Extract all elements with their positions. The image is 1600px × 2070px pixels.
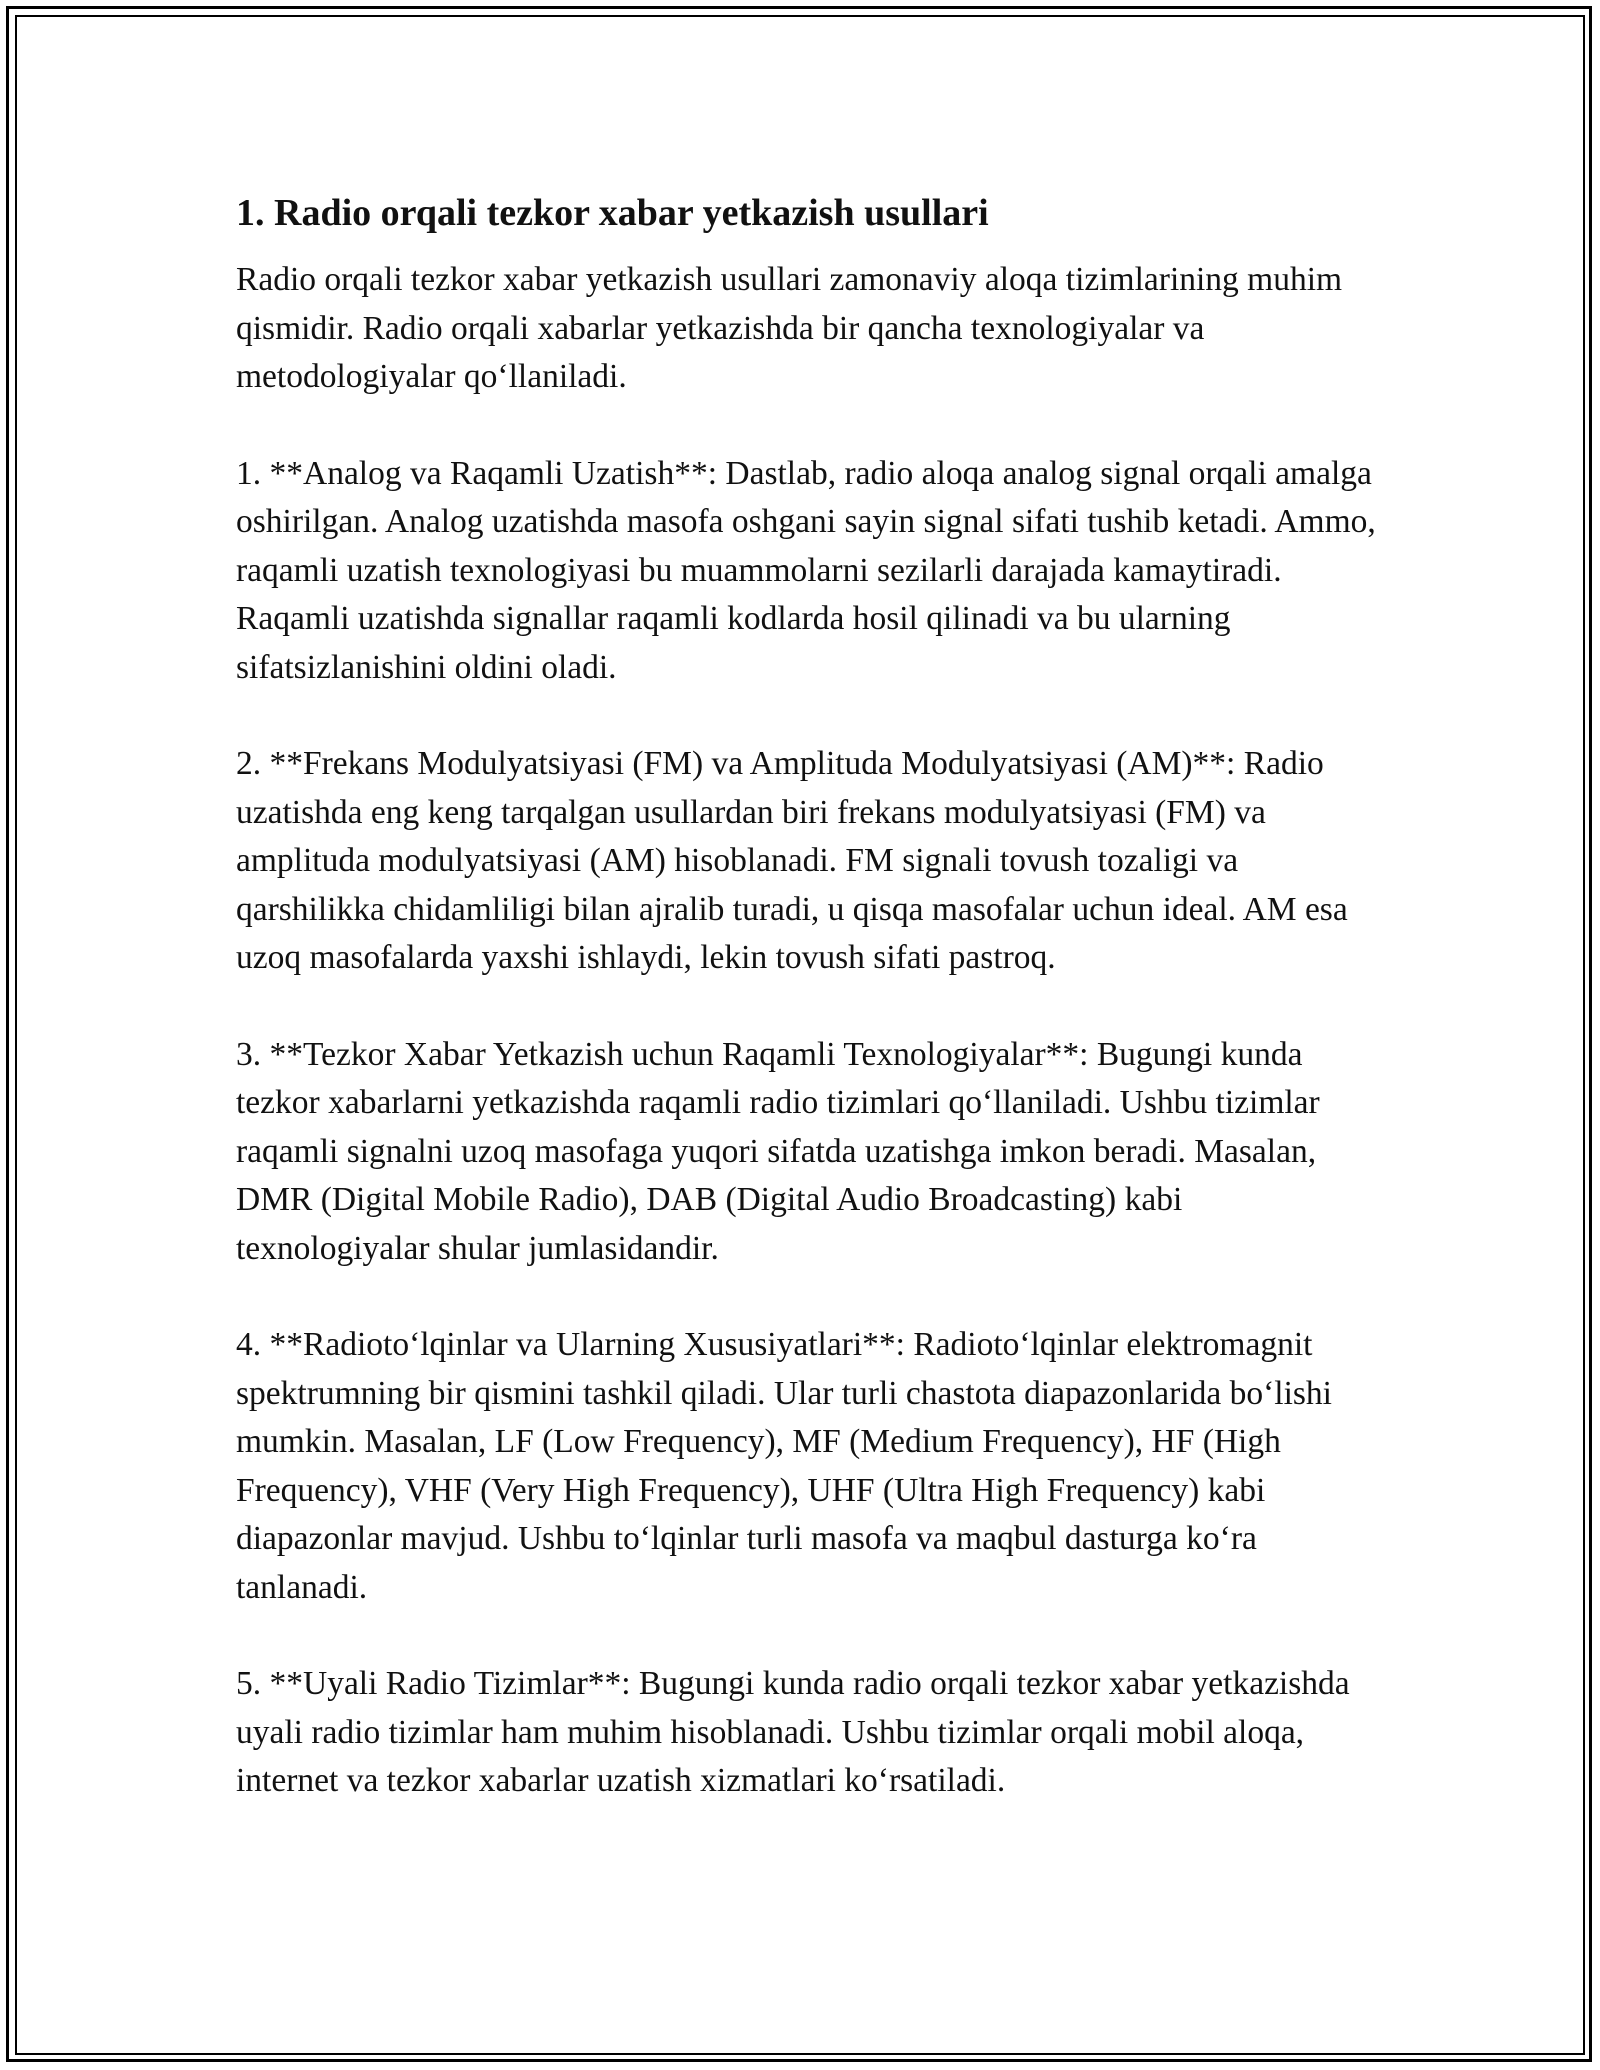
- document-body: [236, 186, 1376, 1854]
- paragraph-analog-digital: 1. **Analog va Raqamli Uzatish**: Dastlab, radio aloqa analog signal orqali amalga oshirilgan. Analog uzatishda masofa oshgani sayin signal sifati tushib ketadi. Ammo, raqamli uzatish texnologiyasi bu muammolarni sezilarli darajada kamaytiradi. Raqamli uzatishda signallar raqamli kodlarda hosil qilinadi va bu ularning sifatsizlanishini oldini oladi.: [236, 454, 1376, 686]
- paragraph-fm-am: 2. **Frekans Modulyatsiyasi (FM) va Amplituda Modulyatsiyasi (AM)**: Radio uzatishda eng keng tarqalgan usullardan biri frekans modulyatsiyasi (FM) va amplituda modulyatsiyasi (AM) hisoblanadi. FM signali tovush tozaligi va qarshilikka chidamliligi bilan ajralib turadi, u qisqa masofalar uchun ideal. AM esa uzoq masofalarda yaxshi ishlaydi, lekin tovush sifati pastroq.: [236, 745, 1348, 976]
- paragraph-digital-technologies: 3. **Tezkor Xabar Yetkazish uchun Raqamli Texnologiyalar**: Bugungi kunda tezkor xabarlarni yetkazishda raqamli radio tizimlari qo‘llaniladi. Ushbu tizimlar raqamli signalni uzoq masofaga yuqori sifatda uzatishga imkon beradi. Masalan, DMR (Digital Mobile Radio), DAB (Digital Audio Broadcasting) kabi texnologiyalar shular jumlasidandir.: [236, 1035, 1320, 1267]
- paragraph-cellular-radio: 5. **Uyali Radio Tizimlar**: Bugungi kunda radio orqali tezkor xabar yetkazishda uyali radio tizimlar ham muhim hisoblanadi. Ushbu tizimlar orqali mobil aloqa, internet va tezkor xabarlar uzatish xizmatlari ko‘rsatiladi.: [236, 1665, 1350, 1799]
- document-title: 1. Radio orqali tezkor xabar yetkazish usullari: [236, 192, 989, 234]
- paragraph-radio-waves: 4. **Radioto‘lqinlar va Ularning Xususiyatlari**: Radioto‘lqinlar elektromagnit spektrumning bir qismini tashkil qiladi. Ular turli chastota diapazonlarida bo‘lishi mumkin. Masalan, LF (Low Frequency), MF (Medium Frequency), HF (High Frequency), VHF (Very High Frequency), UHF (Ultra High Frequency) kabi diapazonlar mavjud. Ushbu to‘lqinlar turli masofa va maqbul dasturga ko‘ra tanlanadi.: [236, 1326, 1332, 1606]
- intro-paragraph: Radio orqali tezkor xabar yetkazish usullari zamonaviy aloqa tizimlarining muhim qismidir. Radio orqali xabarlar yetkazishda bir qancha texnologiyalar va metodologiyalar qo‘llaniladi.: [236, 261, 1343, 395]
